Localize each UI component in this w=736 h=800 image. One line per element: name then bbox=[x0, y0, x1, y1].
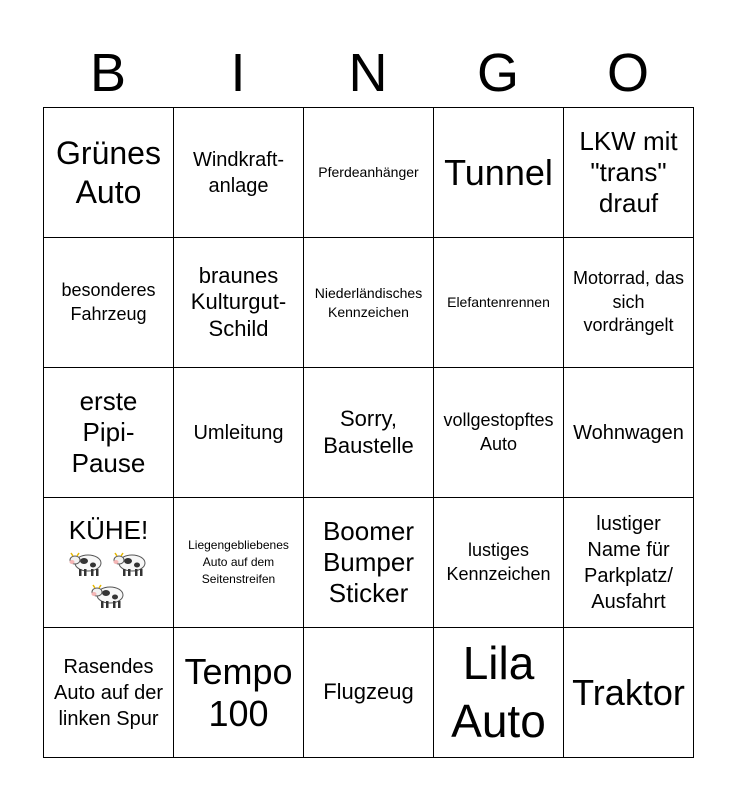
bingo-cell-label: KÜHE! bbox=[68, 514, 149, 545]
cow-icon bbox=[68, 548, 106, 578]
bingo-cell[interactable]: Tunnel bbox=[434, 108, 564, 238]
cow-icon-row bbox=[68, 548, 150, 578]
bingo-cell[interactable]: Pferdeanhänger bbox=[304, 108, 434, 238]
cow-icon bbox=[90, 580, 128, 610]
bingo-cell[interactable]: Windkraft-anlage bbox=[174, 108, 304, 238]
bingo-cell[interactable]: Liegengebliebenes Auto auf dem Seitenstreifen bbox=[174, 498, 304, 628]
header-letter-o: O bbox=[606, 43, 649, 103]
bingo-cell[interactable]: erste Pipi-Pause bbox=[44, 368, 174, 498]
bingo-cell[interactable]: Lila Auto bbox=[434, 628, 564, 758]
cow-icon-row bbox=[90, 580, 128, 610]
bingo-cell[interactable]: vollgestopftes Auto bbox=[434, 368, 564, 498]
bingo-cell[interactable]: Elefantenrennen bbox=[434, 238, 564, 368]
bingo-cell[interactable]: lustiger Name für Parkplatz/ Ausfahrt bbox=[564, 498, 694, 628]
bingo-cell[interactable]: besonderes Fahrzeug bbox=[44, 238, 174, 368]
bingo-cell[interactable]: LKW mit "trans" drauf bbox=[564, 108, 694, 238]
header-letter-g: G bbox=[476, 43, 519, 103]
bingo-cell[interactable]: Wohnwagen bbox=[564, 368, 694, 498]
bingo-cell[interactable]: Flugzeug bbox=[304, 628, 434, 758]
bingo-cell[interactable]: Motorrad, das sich vordrängelt bbox=[564, 238, 694, 368]
bingo-cell[interactable]: lustiges Kennzeichen bbox=[434, 498, 564, 628]
bingo-cell[interactable]: Niederländisches Kennzeichen bbox=[304, 238, 434, 368]
bingo-cell[interactable]: Umleitung bbox=[174, 368, 304, 498]
bingo-board bbox=[43, 107, 694, 758]
bingo-cell[interactable]: Sorry, Baustelle bbox=[304, 368, 434, 498]
header-letter-i: I bbox=[230, 43, 246, 103]
bingo-cell[interactable]: Traktor bbox=[564, 628, 694, 758]
header-letter-n: N bbox=[348, 43, 388, 103]
bingo-cell[interactable]: Grünes Auto bbox=[44, 108, 174, 238]
bingo-header bbox=[43, 40, 693, 106]
bingo-cell[interactable]: braunes Kulturgut-Schild bbox=[174, 238, 304, 368]
bingo-cell-cows[interactable] bbox=[44, 498, 174, 628]
header-letter-b: B bbox=[89, 43, 127, 103]
cow-icon bbox=[112, 548, 150, 578]
bingo-cell[interactable]: Boomer Bumper Sticker bbox=[304, 498, 434, 628]
bingo-cell[interactable]: Tempo 100 bbox=[174, 628, 304, 758]
bingo-cell[interactable]: Rasendes Auto auf der linken Spur bbox=[44, 628, 174, 758]
